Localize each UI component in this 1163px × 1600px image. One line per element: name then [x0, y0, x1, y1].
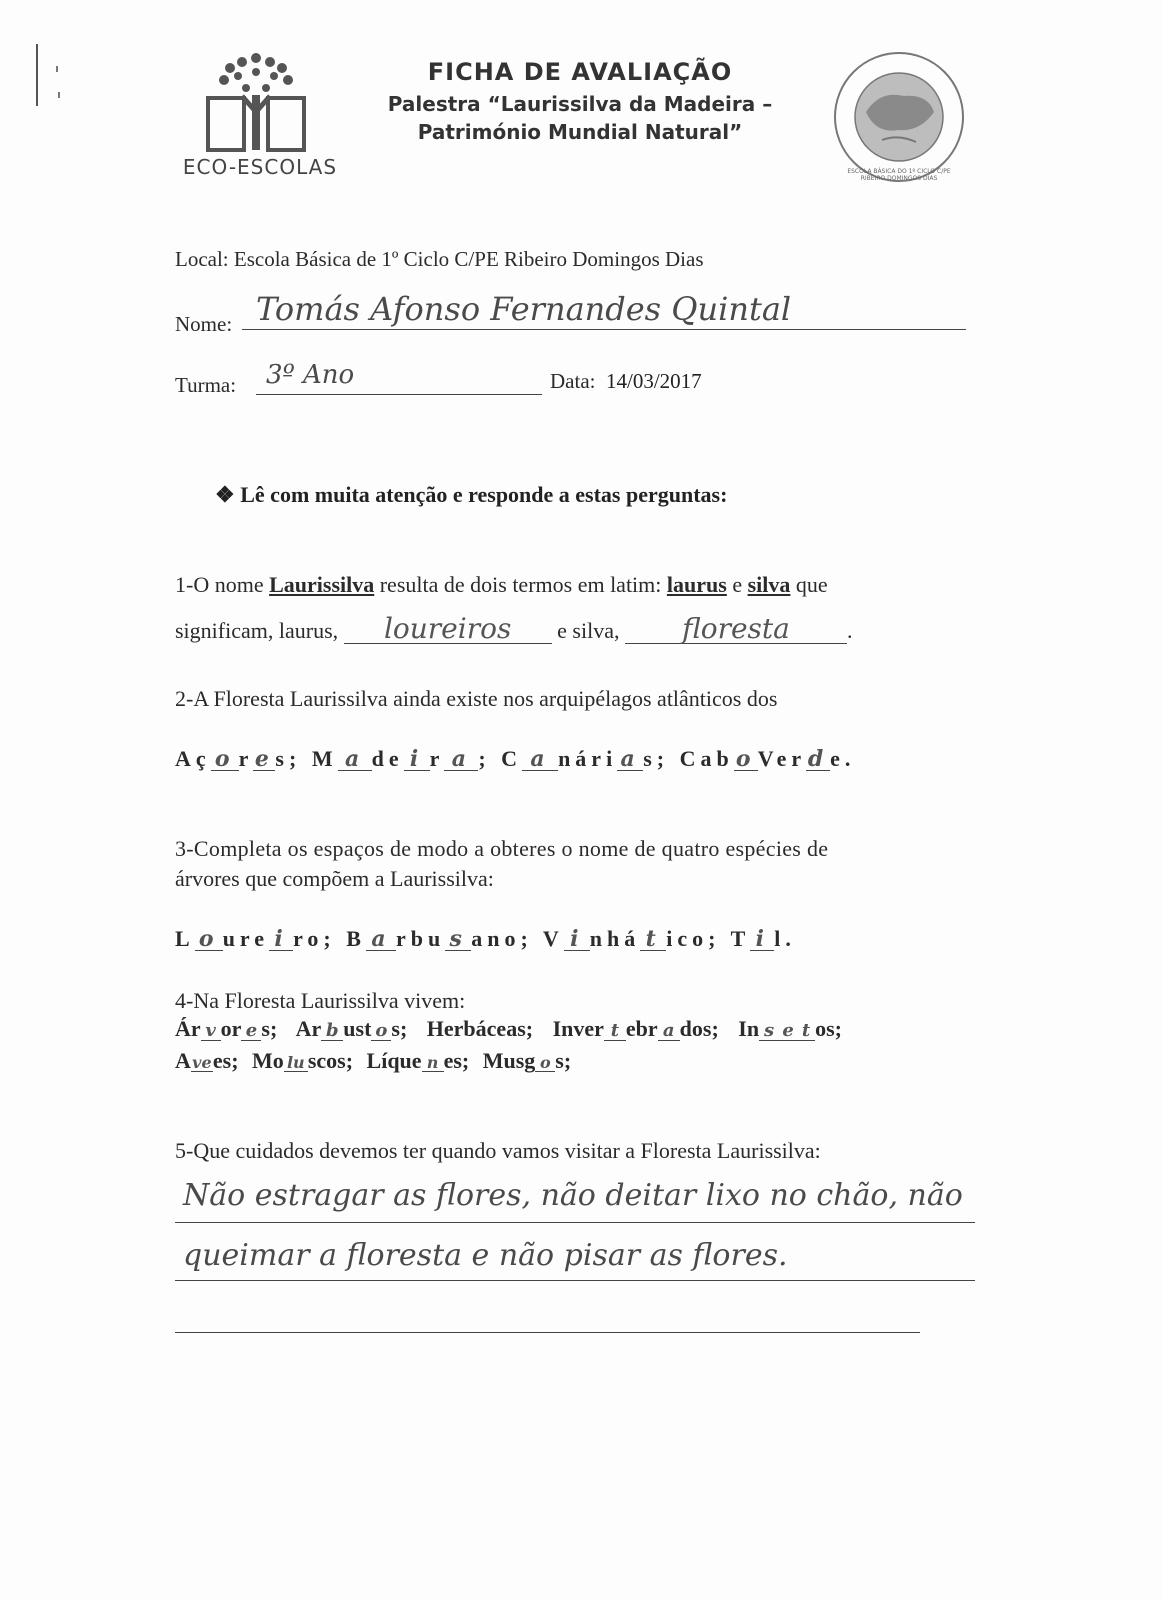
q4-answers-line-2 [175, 1048, 571, 1074]
q3-letters: rbu [395, 926, 446, 951]
q1-text: resulta de dois termos em latim: [374, 572, 667, 597]
q3-letters: ure [222, 926, 270, 951]
q3-letters: B [346, 926, 366, 951]
q2-letters: r [429, 746, 445, 771]
q4-letters: ebr [625, 1016, 658, 1041]
turma-value: 3º Ano [266, 360, 355, 390]
q2-letters: s; [275, 746, 302, 771]
q2-gap[interactable]: a [444, 748, 478, 771]
q2-gap[interactable]: a [522, 748, 558, 771]
q2-answers [175, 746, 855, 772]
q4-gap[interactable]: t [604, 1022, 626, 1041]
subtitle-line-2: Património Mundial Natural” [417, 120, 743, 144]
local-label: Local: Escola Básica de 1º Ciclo C/PE Ribeiro Domingos Dias [175, 247, 704, 271]
instruction [215, 482, 727, 508]
q4-gap[interactable]: s [759, 1022, 779, 1041]
q3-gap[interactable]: o [195, 928, 223, 951]
nome-field[interactable] [242, 290, 966, 330]
q3-letters: ano; [471, 926, 533, 951]
q5-answer-line-2[interactable] [175, 1232, 975, 1281]
q4-letters: Ár [175, 1016, 201, 1041]
q2-gap[interactable]: e [254, 746, 274, 772]
q4-gap[interactable]: n [422, 1055, 444, 1072]
q3-gap[interactable]: t [640, 928, 666, 951]
q4-letters: or [220, 1016, 242, 1041]
q3-letters: ico; [666, 926, 721, 951]
q3-text-2: árvores que compõem a Laurissilva: [175, 866, 494, 891]
school-seal [832, 50, 966, 184]
q4-letters: s; [261, 1016, 278, 1041]
subtitle-line-1: Palestra “Laurissilva da Madeira – [387, 92, 773, 116]
q1-text: e [726, 572, 748, 597]
q2-letters: nári [558, 746, 618, 771]
q4-text: 4-Na Floresta Laurissilva vivem: [175, 988, 466, 1013]
q4-letters: A [175, 1048, 191, 1073]
q2-gap[interactable]: a [338, 748, 372, 771]
q3-gap[interactable]: i [564, 928, 590, 951]
q5-answer-2: queimar a floresta e não pisar as flores. [183, 1238, 788, 1273]
q4-letters: ust [343, 1016, 372, 1041]
q4-gap[interactable]: e [779, 1022, 797, 1041]
q4-letters: es; [443, 1048, 470, 1073]
data-label: Data: [550, 369, 596, 393]
q2-gap[interactable]: o [734, 748, 758, 771]
q4-answers-line-1 [175, 1016, 842, 1042]
q4-letters: Mo [252, 1048, 284, 1073]
q1-term-silva: silva [747, 572, 791, 597]
q2-letters: r [238, 746, 254, 771]
q3-letters: nhá [589, 926, 641, 951]
q2-letters: ; [478, 746, 491, 771]
eco-escolas-logo [170, 50, 350, 182]
q2-gap[interactable]: d [807, 746, 829, 772]
q3-answers [175, 926, 796, 952]
logo-text: ECO-ESCOLAS [182, 155, 338, 179]
q4-letters: Ar [295, 1016, 322, 1041]
seal-text: ESCOLA BÁSICA DO 1º CICLO C/PE RIBEIRO DOMINGOS DIAS [847, 168, 951, 182]
nome-label: Nome: [175, 312, 233, 336]
q4-letters: In [738, 1016, 760, 1041]
diamond-bullet-icon: ❖ [215, 482, 235, 507]
q1-text: . [846, 618, 853, 643]
q1-text: 1-O nome [175, 572, 270, 597]
q2-letters: Aç [175, 746, 211, 771]
page-title: FICHA DE AVALIAÇÃO [427, 58, 733, 86]
q3-letters: ro; [293, 926, 336, 951]
q4-letters: Musg [482, 1048, 536, 1073]
q4-letters: Inver [552, 1016, 604, 1041]
q3-text-1: 3-Completa os espaços de modo a obteres o nome de quatro espécies de [175, 836, 829, 861]
q4-letters: Herbáceas; [426, 1016, 534, 1041]
q4-gap[interactable]: ve [192, 1053, 212, 1072]
q1-answer-laurus[interactable]: loureiros [344, 615, 552, 644]
q1-line-1 [175, 572, 828, 598]
q4-gap[interactable]: t [797, 1022, 815, 1041]
q2-gap[interactable]: a [617, 748, 643, 771]
q5-answer-line-3[interactable] [175, 1300, 920, 1333]
scan-mark [58, 92, 60, 98]
q3-gap[interactable]: i [269, 928, 293, 951]
tree-book-icon [170, 50, 350, 155]
q5-text: 5-Que cuidados devemos ter quando vamos visitar a Floresta Laurissilva: [175, 1138, 821, 1163]
q3-letters: l. [774, 926, 796, 951]
q4-letters: scos; [307, 1048, 354, 1073]
q4-letters: Líque [366, 1048, 422, 1073]
nome-value: Tomás Afonso Fernandes Quintal [256, 290, 792, 328]
q2-letters: Cab [679, 746, 734, 771]
q4-letters: os; [815, 1016, 842, 1041]
q3-gap[interactable]: s [445, 928, 471, 951]
data-value: 14/03/2017 [606, 369, 702, 393]
q3-gap[interactable]: i [750, 928, 774, 951]
q4-gap[interactable]: b [321, 1022, 343, 1041]
scan-mark [56, 66, 58, 72]
q4-gap[interactable]: o [371, 1022, 391, 1041]
q3-letters: V [542, 926, 564, 951]
q1-text: significam, laurus, [175, 618, 339, 643]
q2-text: 2-A Floresta Laurissilva ainda existe nos arquipélagos atlânticos dos [175, 686, 778, 711]
q2-letters: e. [830, 746, 856, 771]
q2-letters: Ver [757, 746, 807, 771]
q4-gap[interactable]: o [535, 1055, 555, 1072]
q2-letters: s; [643, 746, 670, 771]
q2-letters: M [311, 746, 338, 771]
q5-answer-1: Não estragar as flores, não deitar lixo no chão, não [183, 1178, 963, 1213]
q1-text: que [790, 572, 828, 597]
q4-letters: s; [555, 1048, 572, 1073]
turma-label: Turma: [175, 373, 237, 397]
instruction-text: Lê com muita atenção e responde a estas perguntas: [240, 482, 728, 507]
q2-gap[interactable]: i [404, 748, 430, 771]
q4-letters: es; [212, 1048, 239, 1073]
q1-term-laurus: laurus [666, 572, 727, 597]
q2-letters: C [501, 746, 523, 771]
q3-letters: T [730, 926, 751, 951]
turma-field[interactable] [256, 358, 542, 395]
q1-answer-silva[interactable]: floresta [625, 615, 847, 644]
q4-gap[interactable]: a [658, 1022, 680, 1041]
q2-letters: de [371, 746, 404, 771]
q1-term-laurissilva: Laurissilva [269, 572, 375, 597]
q5-answer-line-1[interactable] [175, 1172, 975, 1223]
scan-mark [36, 44, 38, 106]
q4-gap[interactable]: lu [284, 1055, 308, 1072]
q4-letters: dos; [679, 1016, 719, 1041]
q4-letters: s; [391, 1016, 408, 1041]
q4-gap[interactable]: e [241, 1022, 261, 1041]
q4-gap[interactable]: v [201, 1022, 221, 1041]
q2-gap[interactable]: o [211, 748, 239, 771]
q3-letters: L [175, 926, 195, 951]
q1-text: e silva, [557, 618, 620, 643]
seal-graphic [832, 50, 966, 184]
q1-line-2 [175, 612, 853, 645]
q3-gap[interactable]: a [366, 928, 396, 951]
